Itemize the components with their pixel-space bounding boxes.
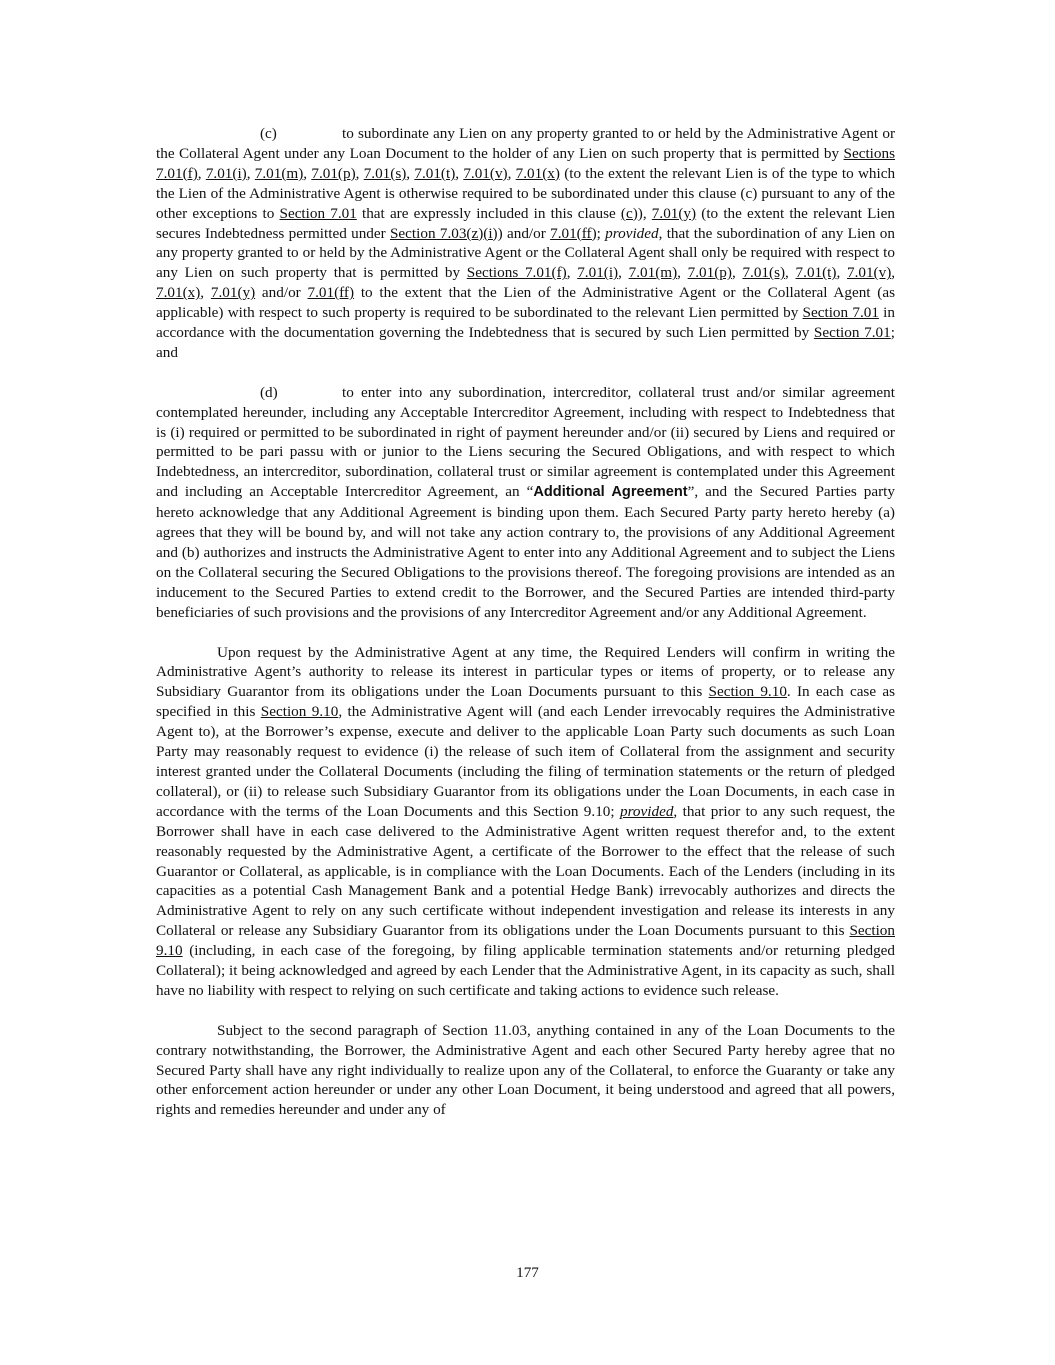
section-ref: 7.01(ff) xyxy=(550,224,597,242)
release-text: (including, in each case of the foregoing, by filing applicable termination statements and/or returning pledged Collateral); it being acknowledged and agreed by each Lender that the Administrative Agent, in its capacity as such, shall have no liability with respect to relying on such certificate and taking actions to evidence such release. xyxy=(156,942,895,999)
section-ref: 7.01(s) xyxy=(742,264,786,282)
defined-term: Additional Agreement xyxy=(533,484,688,501)
section-ref: 7.01(m) xyxy=(628,264,678,282)
section-ref: 7.01(y) xyxy=(651,204,697,222)
clause-c-text: to the extent that the Lien of the Administrative Agent or the Collateral Agent (as applicable) with respect to such property is required to be subordinated to the relevant Lien permitted by xyxy=(156,284,895,322)
clause-c-text: (to the extent the relevant Lien is of the type to which the Lien of the Administrative Agent is otherwise required to be subordinated under this clause (c) pursuant to any of the other exceptions to xyxy=(156,164,896,222)
section-ref: Section 9.10 xyxy=(708,683,787,701)
clause-d-label: (d) xyxy=(260,383,278,401)
subject-text: Subject to the second paragraph of Section 11.03, anything contained in any of the Loan Documents to the contrary notwithstanding, the Borrower, the Administrative Agent and each other Secured Party hereby agree that no Secured Party shall have any right individually to realize upon any of the Collateral, to enforce the Guaranty or take any other enforcement action hereunder or under any other Loan Document, it being understood and agreed that all powers, rights and remedies hereunder and under any of xyxy=(156,1021,895,1119)
provided-term: provided xyxy=(619,802,674,820)
clause-c-text: ; xyxy=(596,224,606,242)
section-ref: Section 7.03(z)(i) xyxy=(389,224,498,242)
clause-d-text: to enter into any subordination, intercreditor, collateral trust and/or similar agreement contemplated hereunder, including any Acceptable Intercreditor Agreement, including with respect to Indebtedness that is (i) required or permitted to be subordinated in right of payment hereunder and/or (ii) secured by Liens and required or permitted to be pari passu with or junior to the Liens securing the Secured Obligations, and with respect to which Indebtedness, an intercreditor, subordination, collateral trust or similar agreement is contemplated under this Agreement and including an Acceptable Intercreditor Agreement, an “ xyxy=(156,383,895,501)
provided-term: provided xyxy=(605,224,659,242)
section-ref: Sections 7.01(f) xyxy=(156,144,895,182)
section-ref: Section 7.01 xyxy=(279,204,357,222)
section-ref: 7.01(v) xyxy=(846,264,892,282)
page-number: 177 xyxy=(516,1264,539,1281)
release-paragraph xyxy=(156,643,895,1001)
section-ref: 7.01(y) xyxy=(210,284,256,302)
section-ref: 7.01(ff) xyxy=(307,284,355,302)
section-ref: (c) xyxy=(620,204,638,222)
section-ref: 7.01(x) xyxy=(156,284,201,302)
section-ref: 7.01(t) xyxy=(795,264,837,282)
document-page xyxy=(156,124,895,1120)
clause-c-text: to subordinate any Lien on any property granted to or held by the Administrative Agent or the Collateral Agent under any Loan Document to the holder of any Lien on such property that is permitted by xyxy=(156,125,895,162)
section-ref: 7.01(p) xyxy=(311,164,356,182)
release-text: Upon request by the Administrative Agent at any time, the Required Lenders will confirm in writing the Administrative Agent’s authority to release its interest in particular types or items of property, or to release any Subsidiary Guarantor from its obligations under the Loan Documents pursuant to this xyxy=(156,643,895,701)
clause-c-text: ), xyxy=(637,204,652,222)
clause-c-text: that are expressly included in this clause xyxy=(356,204,621,222)
section-ref: 7.01(s) xyxy=(363,164,407,182)
section-ref: Section 7.01 xyxy=(802,304,879,322)
section-ref: 7.01(x) xyxy=(515,164,560,182)
clause-d xyxy=(156,383,895,623)
release-text: , that prior to any such request, the Borrower shall have in each case delivered to the Administrative Agent written request therefor and, to the extent reasonably requested by the Administrative Agent, a certificate of the Borrower to the effect that the release of such Guarantor or Collateral, as applicable, is in compliance with the Loan Documents. Each of the Lenders (including in its capacities as a potential Cash Management Bank and a potential Hedge Bank) irrevocably authorizes and directs the Administrative Agent to rely on any such certificate without independent investigation and release its interests in any Collateral or release any Subsidiary Guarantor from its obligations under the Loan Documents pursuant to this xyxy=(156,802,895,940)
clause-d-text: ”, and the Secured Parties party hereto acknowledge that any Additional Agreement is binding upon them. Each Secured Party party hereto hereby (a) agrees that they will be bound by, and will not take any action contrary to, the provisions of any Additional Agreement and (b) authorizes and instructs the Administrative Agent to enter into any Additional Agreement and to subject the Liens on the Collateral securing the Secured Obligations to the provisions thereof. The foregoing provisions are intended as an inducement to the Secured Parties to extend credit to the Borrower, and the Secured Parties are intended third-party beneficiaries of such provisions and the provisions of any Intercreditor Agreement and/or any Additional Agreement. xyxy=(156,483,895,621)
section-ref: Section 9.10 xyxy=(156,922,895,960)
section-ref: 7.01(p) xyxy=(687,264,732,282)
release-text: , the Administrative Agent will (and each Lender irrevocably requires the Administrative Agent to), at the Borrower’s expense, execute and deliver to the applicable Loan Party such documents as such Loan Party may reasonably request to evidence (i) the release of such item of Collateral from the assignment and security interest granted under the Collateral Documents (including the filing of termination statements or the return of pledged collateral), or (ii) to release such Subsidiary Guarantor from its obligations under the Loan Documents, in each case in accordance with the terms of the Loan Documents and this Section 9.10; xyxy=(156,703,896,820)
clause-c-text: in accordance with the documentation governing the Indebtedness that is secured by such Lien permitted by xyxy=(156,304,895,342)
clause-c-text: ) and/or xyxy=(497,224,551,242)
section-ref: Section 7.01 xyxy=(813,324,891,342)
section-ref: 7.01(v) xyxy=(463,164,508,182)
clause-c-text: (to the extent the relevant Lien secures Indebtedness permitted under xyxy=(156,204,895,242)
clause-c-text: ; and xyxy=(156,324,895,361)
section-ref: 7.01(m) xyxy=(254,164,304,182)
clause-c-text: , that the subordination of any Lien on any property granted to or held by the Administrative Agent or the Collateral Agent shall only be required with respect to any Lien on such property that is permitted by xyxy=(156,224,895,282)
subject-paragraph xyxy=(156,1021,895,1121)
section-ref: 7.01(i) xyxy=(577,264,619,282)
release-text: . In each case as specified in this xyxy=(156,683,895,721)
clause-c-text: and/or xyxy=(255,284,308,302)
section-ref: 7.01(t) xyxy=(414,164,456,182)
section-ref: Sections 7.01(f) xyxy=(466,264,567,282)
section-ref: 7.01(i) xyxy=(205,164,247,182)
clause-c: (c) to subordinate any Lien on any property granted to or held by the Administrative Agent or the Collateral Agent under any Loan Document to the holder of any Lien on such property that is permitted by Sections 7.01(f), 7.01(i), 7.01(m), 7.01(p), 7.01(s), 7.01(t), 7.01(v), 7.01(x) (to the extent the relevant Lien is of the type to which the Lien of the Administrative Agent is otherwise required to be subordinated under this clause (c) pursuant to any of the other exceptions to Section 7.01 that are expressly included in this clause (c)), 7.01(y) (to the extent the relevant Lien secures Indebtedness permitted under Section 7.03(z)(i)) and/or 7.01(ff); provided, that the subordination of any Lien on any property granted to or held by the Administrative Agent or the Collateral Agent shall only be required with respect to any Lien on such property that is permitted by Sections 7.01(f), 7.01(i), 7.01(m), 7.01(p), 7.01(s), 7.01(t), 7.01(v), 7.01(x), 7.01(y) and/or 7.01(ff) to the extent that the Lien of the Administrative Agent or the Collateral Agent (as applicable) with respect to such property is required to be subordinated to the relevant Lien permitted by Section 7.01 in accordance with the documentation governing the Indebtedness that is secured by such Lien permitted by Section 7.01; and xyxy=(156,125,896,361)
clause-c-label: (c) xyxy=(260,125,277,142)
section-ref: Section 9.10 xyxy=(260,703,339,721)
